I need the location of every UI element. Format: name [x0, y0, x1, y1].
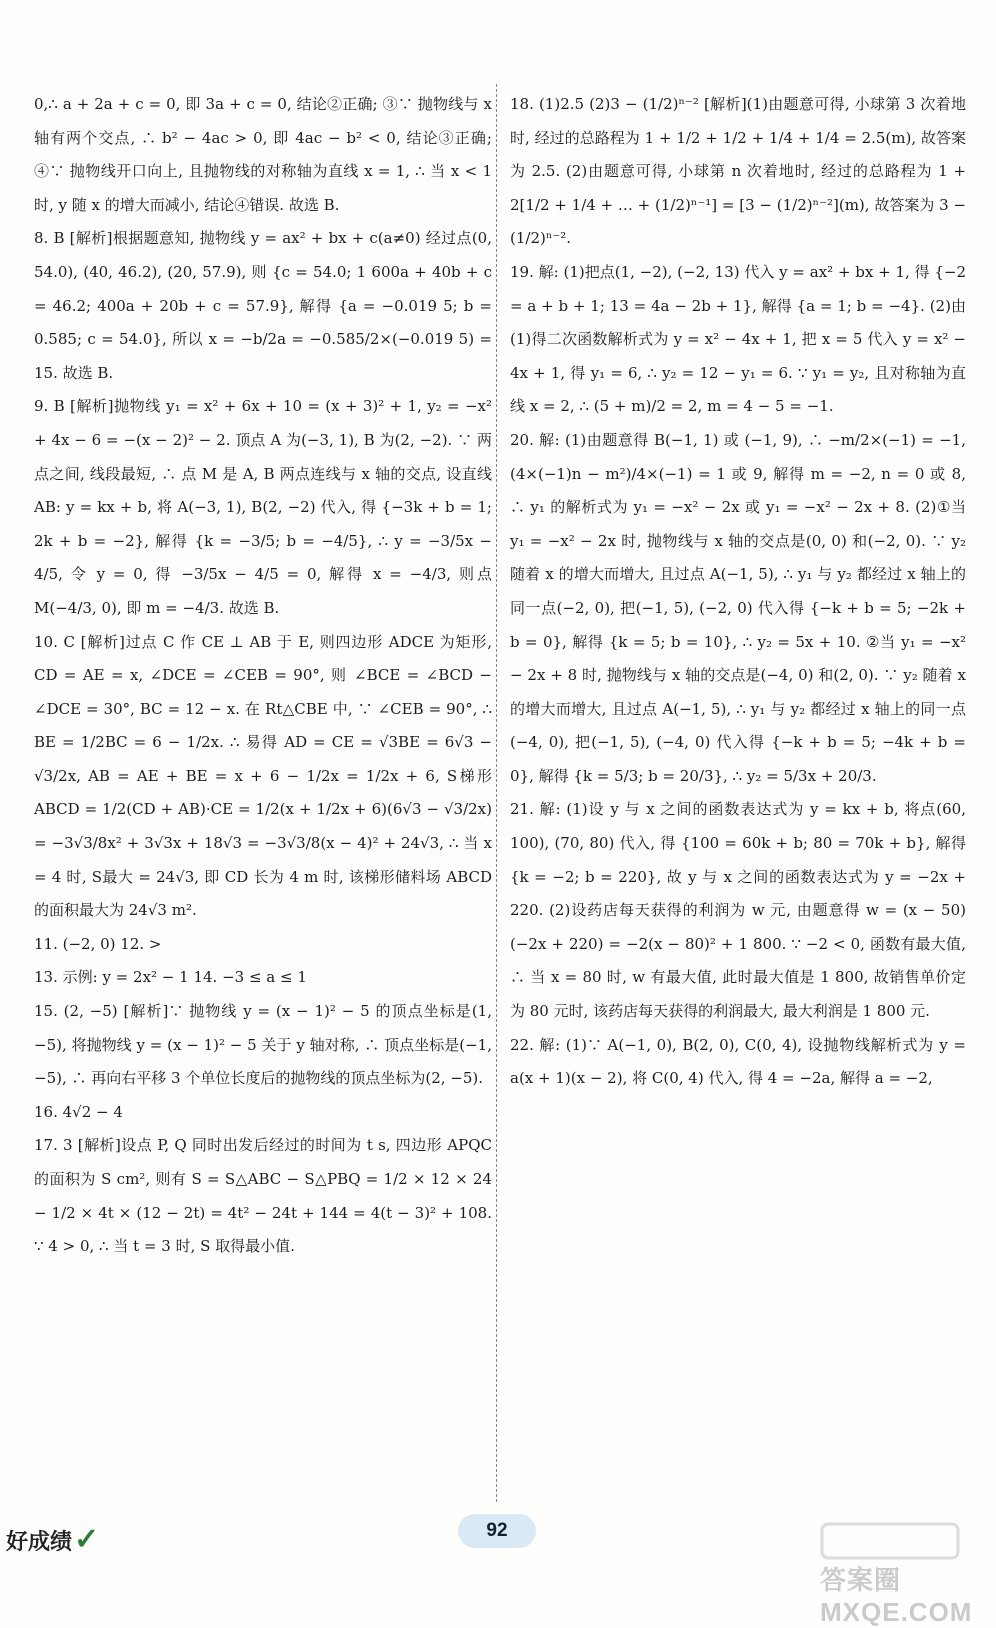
answer-paragraph: 17. 3 [解析]设点 P, Q 同时出发后经过的时间为 t s, 四边形 APQC 的面积为 S cm², 则有 S = S△ABC − S△PBQ = 1/2 × 12 × 24 − 1/2 × 4t × (12 − 2t) = 4t² − 24t + 144 = 4(t − 3)² + 108. ∵ 4 > 0, ∴ 当 t = 3 时, S 取得最小值. — [34, 1136, 492, 1256]
checkmark-icon: ✓ — [74, 1522, 100, 1557]
watermark-text: 答案圈 MXQE.COM — [820, 1565, 973, 1627]
answer-paragraph: 19. 解: (1)把点(1, −2), (−2, 13) 代入 y = ax² + bx + 1, 得 {−2 = a + b + 1; 13 = 4a − 2b + 1}, 解得 {a = 1; b = −4}. (2)由(1)得二次函数解析式为 y = x² − 4x + 1, 把 x = 5 代入 y = x² − 4x + 1, 得 y₁ = 6, ∴ y₂ = 12 − y₁ = 6. ∵ y₁ = y₂, 且对称轴为直线 x = 2, ∴ (5 + m)/2 = 2, m = 4 − 5 = −1. — [510, 262, 966, 416]
column-divider — [496, 84, 497, 1502]
answer-paragraph: 15. (2, −5) [解析]∵ 抛物线 y = (x − 1)² − 5 的顶点坐标是(1, −5), 将抛物线 y = (x − 1)² − 5 关于 y 轴对称, ∴ 顶点坐标是(−1, −5), ∴ 再向右平移 3 个单位长度后的抛物线的顶点坐标为(2, −5). — [34, 1002, 492, 1088]
answer-paragraph: 22. 解: (1)∵ A(−1, 0), B(2, 0), C(0, 4), 设抛物线解析式为 y = a(x + 1)(x − 2), 将 C(0, 4) 代入, 得 4 = −2a, 解得 a = −2, — [510, 1035, 966, 1088]
answer-paragraph: 8. B [解析]根据题意知, 抛物线 y = ax² + bx + c(a≠0) 经过点(0, 54.0), (40, 46.2), (20, 57.9), 则 {c = 54.0; 1 600a + 40b + c = 46.2; 400a + 20b + c = 57.9}, 解得 {a = −0.019 5; b = 0.585; c = 54.0}, 所以 x = −b/2a = −0.585/2×(−0.019 5) = 15. 故选 B. — [34, 229, 492, 382]
page-number: 92 — [458, 1514, 536, 1548]
answer-paragraph: 11. (−2, 0) 12. > — [34, 934, 162, 953]
answer-paragraph: 18. (1)2.5 (2)3 − (1/2)ⁿ⁻² [解析](1)由题意可得, 小球第 3 次着地时, 经过的总路程为 1 + 1/2 + 1/2 + 1/4 + 1/4 = 2.5(m), 故答案为 2.5. (2)由题意可得, 小球第 n 次着地时, 经过的总路程为 1 + 2[1/2 + 1/4 + … + (1/2)ⁿ⁻¹] = [3 − (1/2)ⁿ⁻²](m), 故答案为 3 − (1/2)ⁿ⁻². — [510, 95, 966, 248]
answer-paragraph: 20. 解: (1)由题意得 B(−1, 1) 或 (−1, 9), ∴ −m/2×(−1) = −1, (4×(−1)n − m²)/4×(−1) = 1 或 9, 解得 m = −2, n = 0 或 8, ∴ y₁ 的解析式为 y₁ = −x² − 2x 或 y₁ = −x² − 2x + 8. (2)①当 y₁ = −x² − 2x 时, 抛物线与 x 轴的交点是(0, 0) 和(−2, 0). ∵ y₂ 随着 x 的增大而增大, 且过点 A(−1, 5), ∴ y₁ 与 y₂ 都经过 x 轴上的同一点(−2, 0), 把(−1, 5), (−2, 0) 代入得 {−k + b = 5; −2k + b = 0}, 解得 {k = 5; b = 10}, ∴ y₂ = 5x + 10. ②当 y₁ = −x² − 2x + 8 时, 抛物线与 x 轴的交点是(−4, 0) 和(2, 0). ∵ y₂ 随着 x 的增大而增大, 且过点 A(−1, 5), ∴ y₁ 与 y₂ 都经过 x 轴上的同一点(−4, 0), 把(−1, 5), (−4, 0) 代入得 {−k + b = 5; −4k + b = 0}, 解得 {k = 5/3; b = 20/3}, ∴ y₂ = 5/3x + 20/3. — [510, 430, 966, 785]
answer-paragraph: 10. C [解析]过点 C 作 CE ⊥ AB 于 E, 则四边形 ADCE 为矩形, CD = AE = x, ∠DCE = ∠CEB = 90°, 则 ∠BCE = ∠BCD − ∠DCE = 30°, BC = 12 − x. 在 Rt△CBE 中, ∵ ∠CEB = 90°, ∴ BE = 1/2BC = 6 − 1/2x. ∴ 易得 AD = CE = √3BE = 6√3 − √3/2x, AB = AE + BE = x + 6 − 1/2x = 1/2x + 6, S梯形ABCD = 1/2(CD + AB)·CE = 1/2(x + 1/2x + 6)(6√3 − √3/2x) = −3√3/8x² + 3√3x + 18√3 = −3√3/8(x − 4)² + 24√3, ∴ 当 x = 4 时, S最大 = 24√3, 即 CD 长为 4 m 时, 该梯形储料场 ABCD 的面积最大为 24√3 m². — [34, 632, 492, 920]
brand-text: 好成绩 — [6, 1529, 73, 1555]
left-column — [34, 88, 492, 1264]
right-column — [510, 88, 966, 1096]
answer-paragraph: 9. B [解析]抛物线 y₁ = x² + 6x + 10 = (x + 3)² + 1, y₂ = −x² + 4x − 6 = −(x − 2)² − 2. 顶点 A 为(−3, 1), B 为(2, −2). ∵ 两点之间, 线段最短, ∴ 点 M 是 A, B 两点连线与 x 轴的交点, 设直线 AB: y = kx + b, 将 A(−3, 1), B(2, −2) 代入, 得 {−3k + b = 1; 2k + b = −2}, 解得 {k = −3/5; b = −4/5}, ∴ y = −3/5x − 4/5, 令 y = 0, 得 −3/5x − 4/5 = 0, 解得 x = −4/3, 则点 M(−4/3, 0), 即 m = −4/3. 故选 B. — [34, 397, 492, 617]
answer-paragraph: 0,∴ a + 2a + c = 0, 即 3a + c = 0, 结论②正确; ③∵ 抛物线与 x 轴有两个交点, ∴ b² − 4ac > 0, 即 4ac − b² < 0, 结论③正确; ④∵ 抛物线开口向上, 且抛物线的对称轴为直线 x = 1, ∴ 当 x < 1 时, y 随 x 的增大而减小, 结论④错误. 故选 B. — [34, 95, 492, 214]
answer-paragraph: 13. 示例: y = 2x² − 1 14. −3 ≤ a ≤ 1 — [34, 968, 307, 987]
answer-paragraph: 21. 解: (1)设 y 与 x 之间的函数表达式为 y = kx + b, 将点(60, 100), (70, 80) 代入, 得 {100 = 60k + b; 80 = 70k + b}, 解得 {k = −2; b = 220}, 故 y 与 x 之间的函数表达式为 y = −2x + 220. (2)设药店每天获得的利润为 w 元, 由题意得 w = (x − 50)(−2x + 220) = −2(x − 80)² + 1 800. ∵ −2 < 0, 函数有最大值, ∴ 当 x = 80 时, w 有最大值, 此时最大值是 1 800, 故销售单价定为 80 元时, 该药店每天获得的利润最大, 最大利润是 1 800 元. — [510, 800, 966, 1021]
answer-paragraph: 16. 4√2 − 4 — [34, 1102, 123, 1121]
brand-logo — [6, 1522, 99, 1557]
